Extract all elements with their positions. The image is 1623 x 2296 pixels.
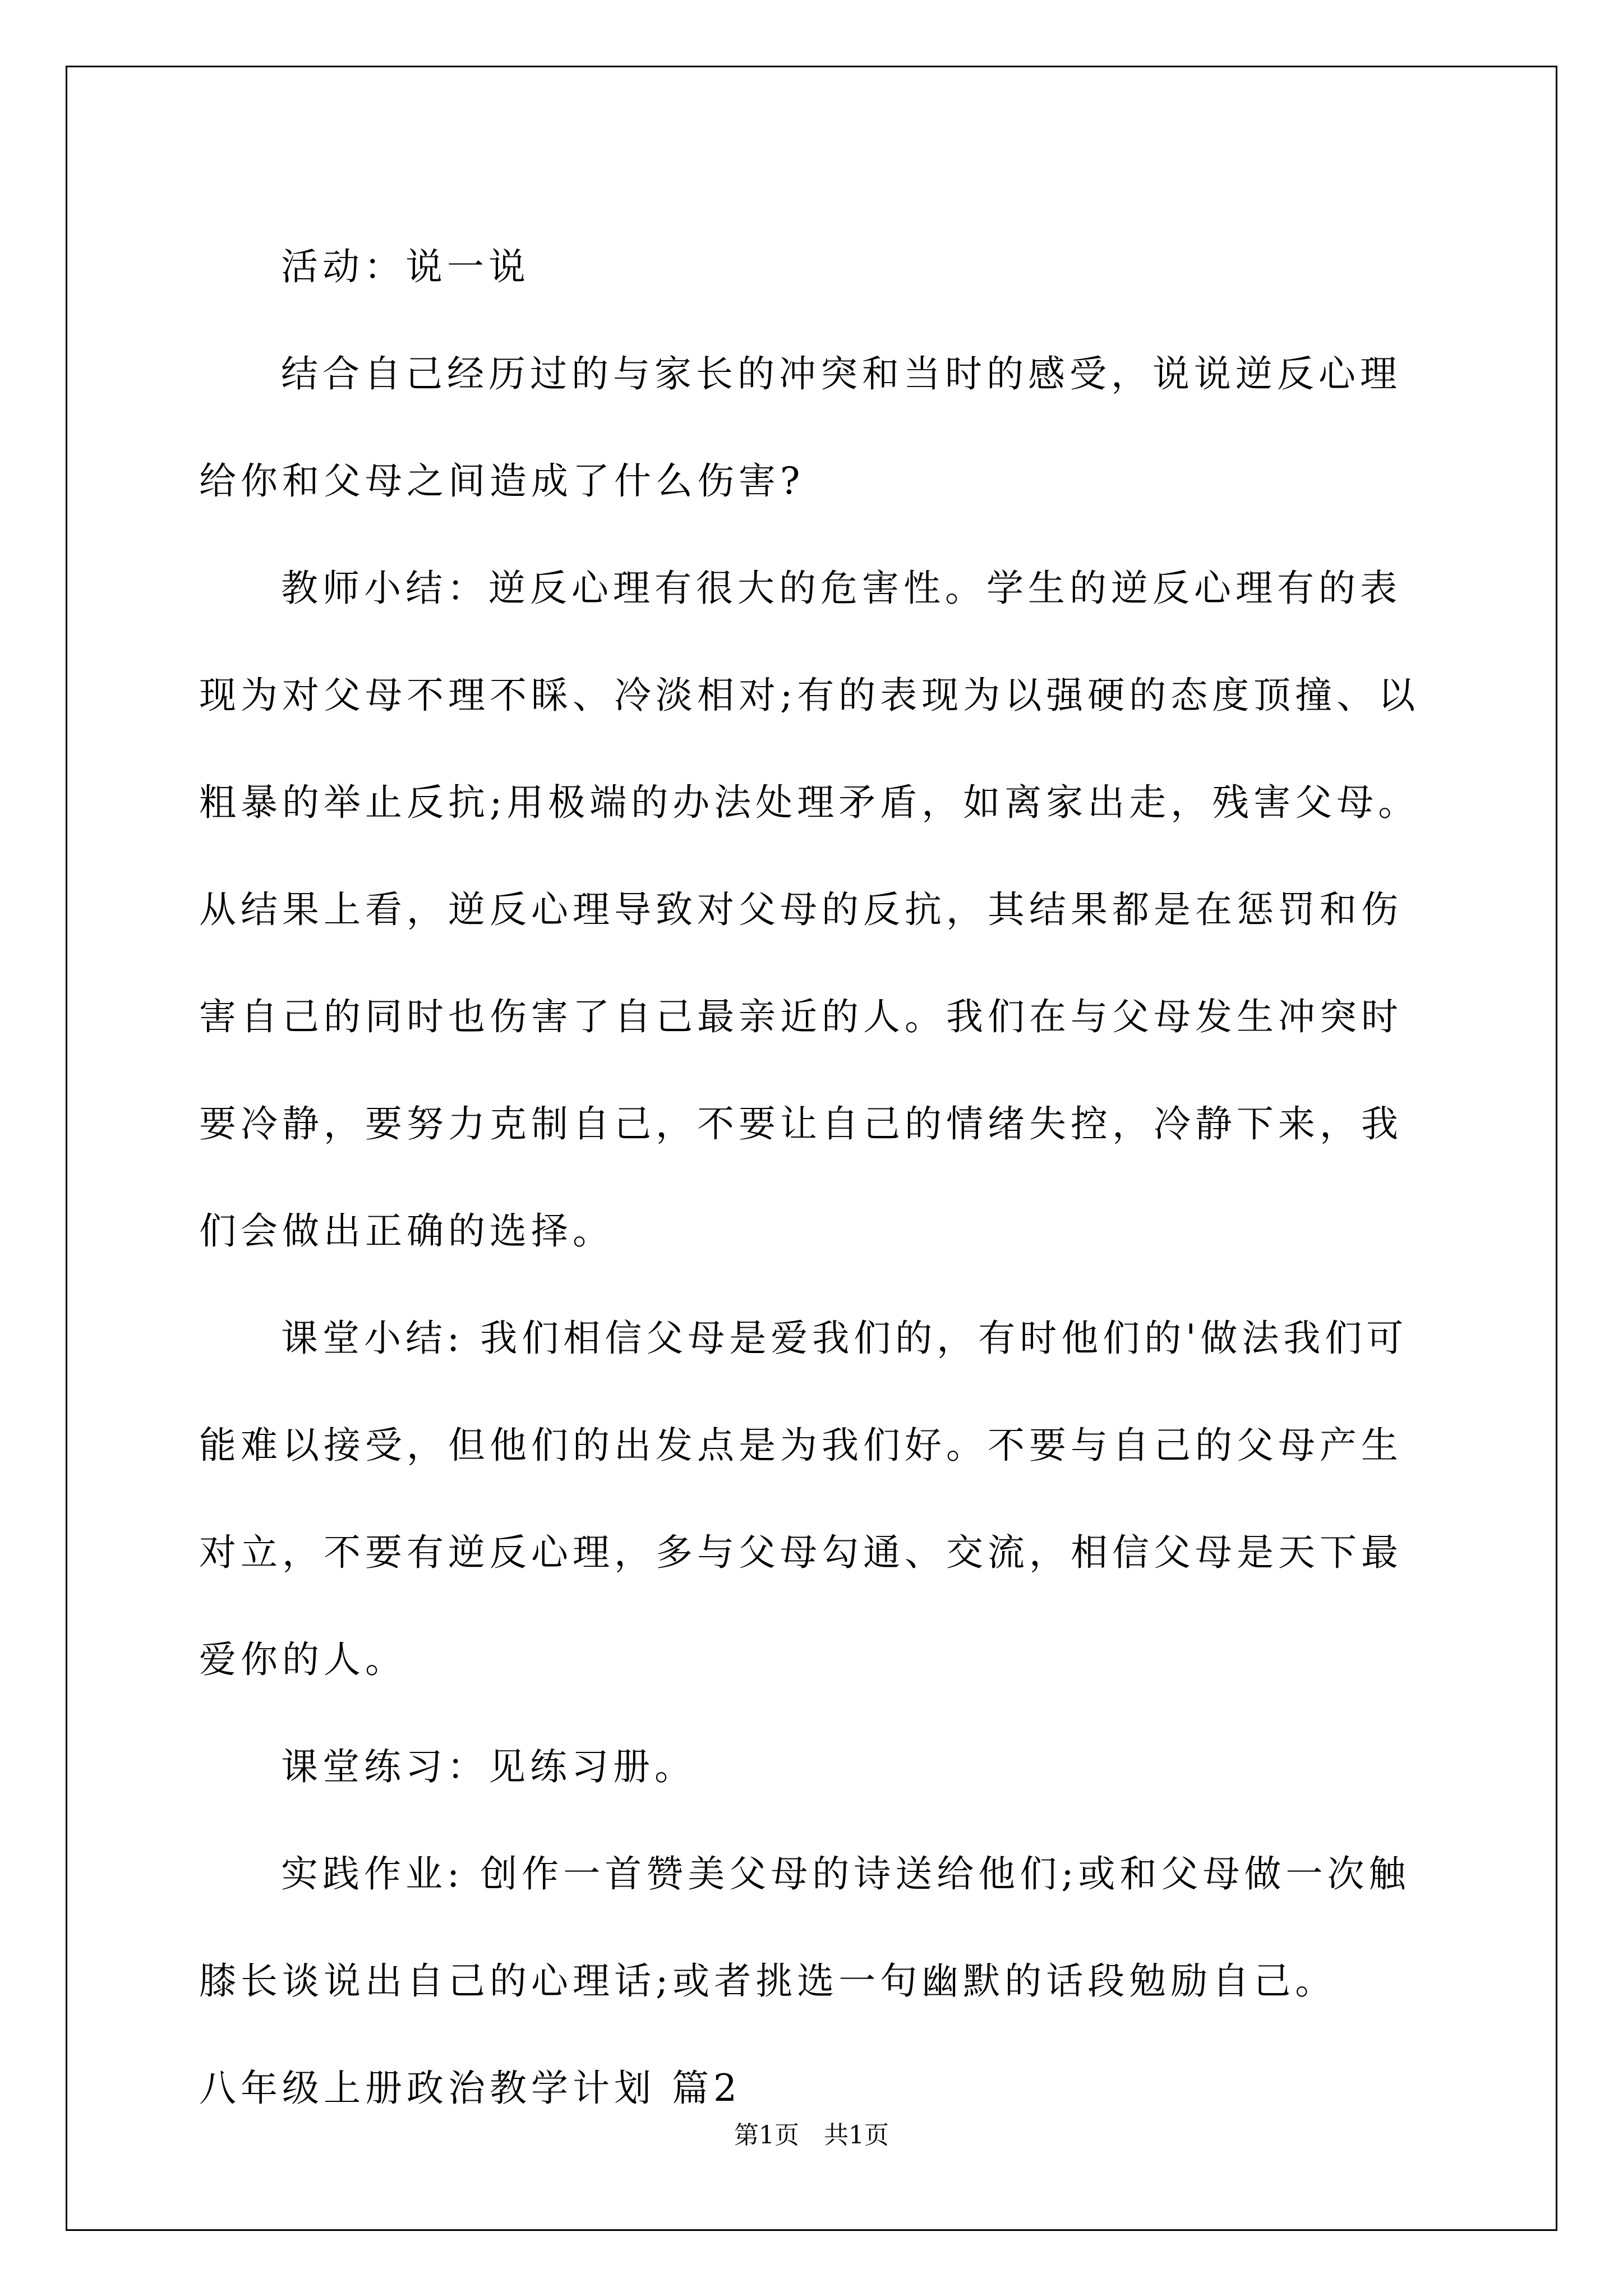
paragraph-class-exercise: 课堂练习：见练习册。: [281, 1745, 696, 1788]
paragraph-prompt: 结合自己经历过的与家长的冲突和当时的感受，说说逆反心理给你和父母之间造成了什么伤害?: [199, 352, 1401, 503]
paragraph-class-summary: 课堂小结: 我们相信父母是爱我们的，有时他们的'做法我们可能难以接受，但他们的出发点是为我们好。不要与自己的父母产生对立，不要有逆反心理，多与父母勾通、交流，相信父母是天下最爱你的人。: [199, 1317, 1408, 1681]
paragraph-teacher-summary: 教师小结：逆反心理有很大的危害性。学生的逆反心理有的表现为对父母不理不睬、冷淡相对;有的表现为以强硬的态度顶撞、以粗暴的举止反抗;用极端的办法处理矛盾，如离家出走，残害父母。从结果上看，逆反心理导致对父母的反抗，其结果都是在惩罚和伤害自己的同时也伤害了自己最亲近的人。我们在与父母发生冲突时要冷静，要努力克制自己，不要让自己的情绪失控，冷静下来，我们会做出正确的选择。: [199, 567, 1420, 1253]
paragraph-homework: 实践作业: 创作一首赞美父母的诗送给他们;或和父母做一次触膝长谈说出自己的心理话;或者挑选一句幽默的话段勉励自己。: [199, 1852, 1410, 2003]
document-body: [199, 213, 1427, 2142]
paragraph-activity: 活动：说一说: [281, 245, 530, 288]
page-footer: 第1页 共1页: [734, 2121, 889, 2150]
section-heading: 八年级上册政治教学计划 篇2: [199, 2067, 741, 2110]
